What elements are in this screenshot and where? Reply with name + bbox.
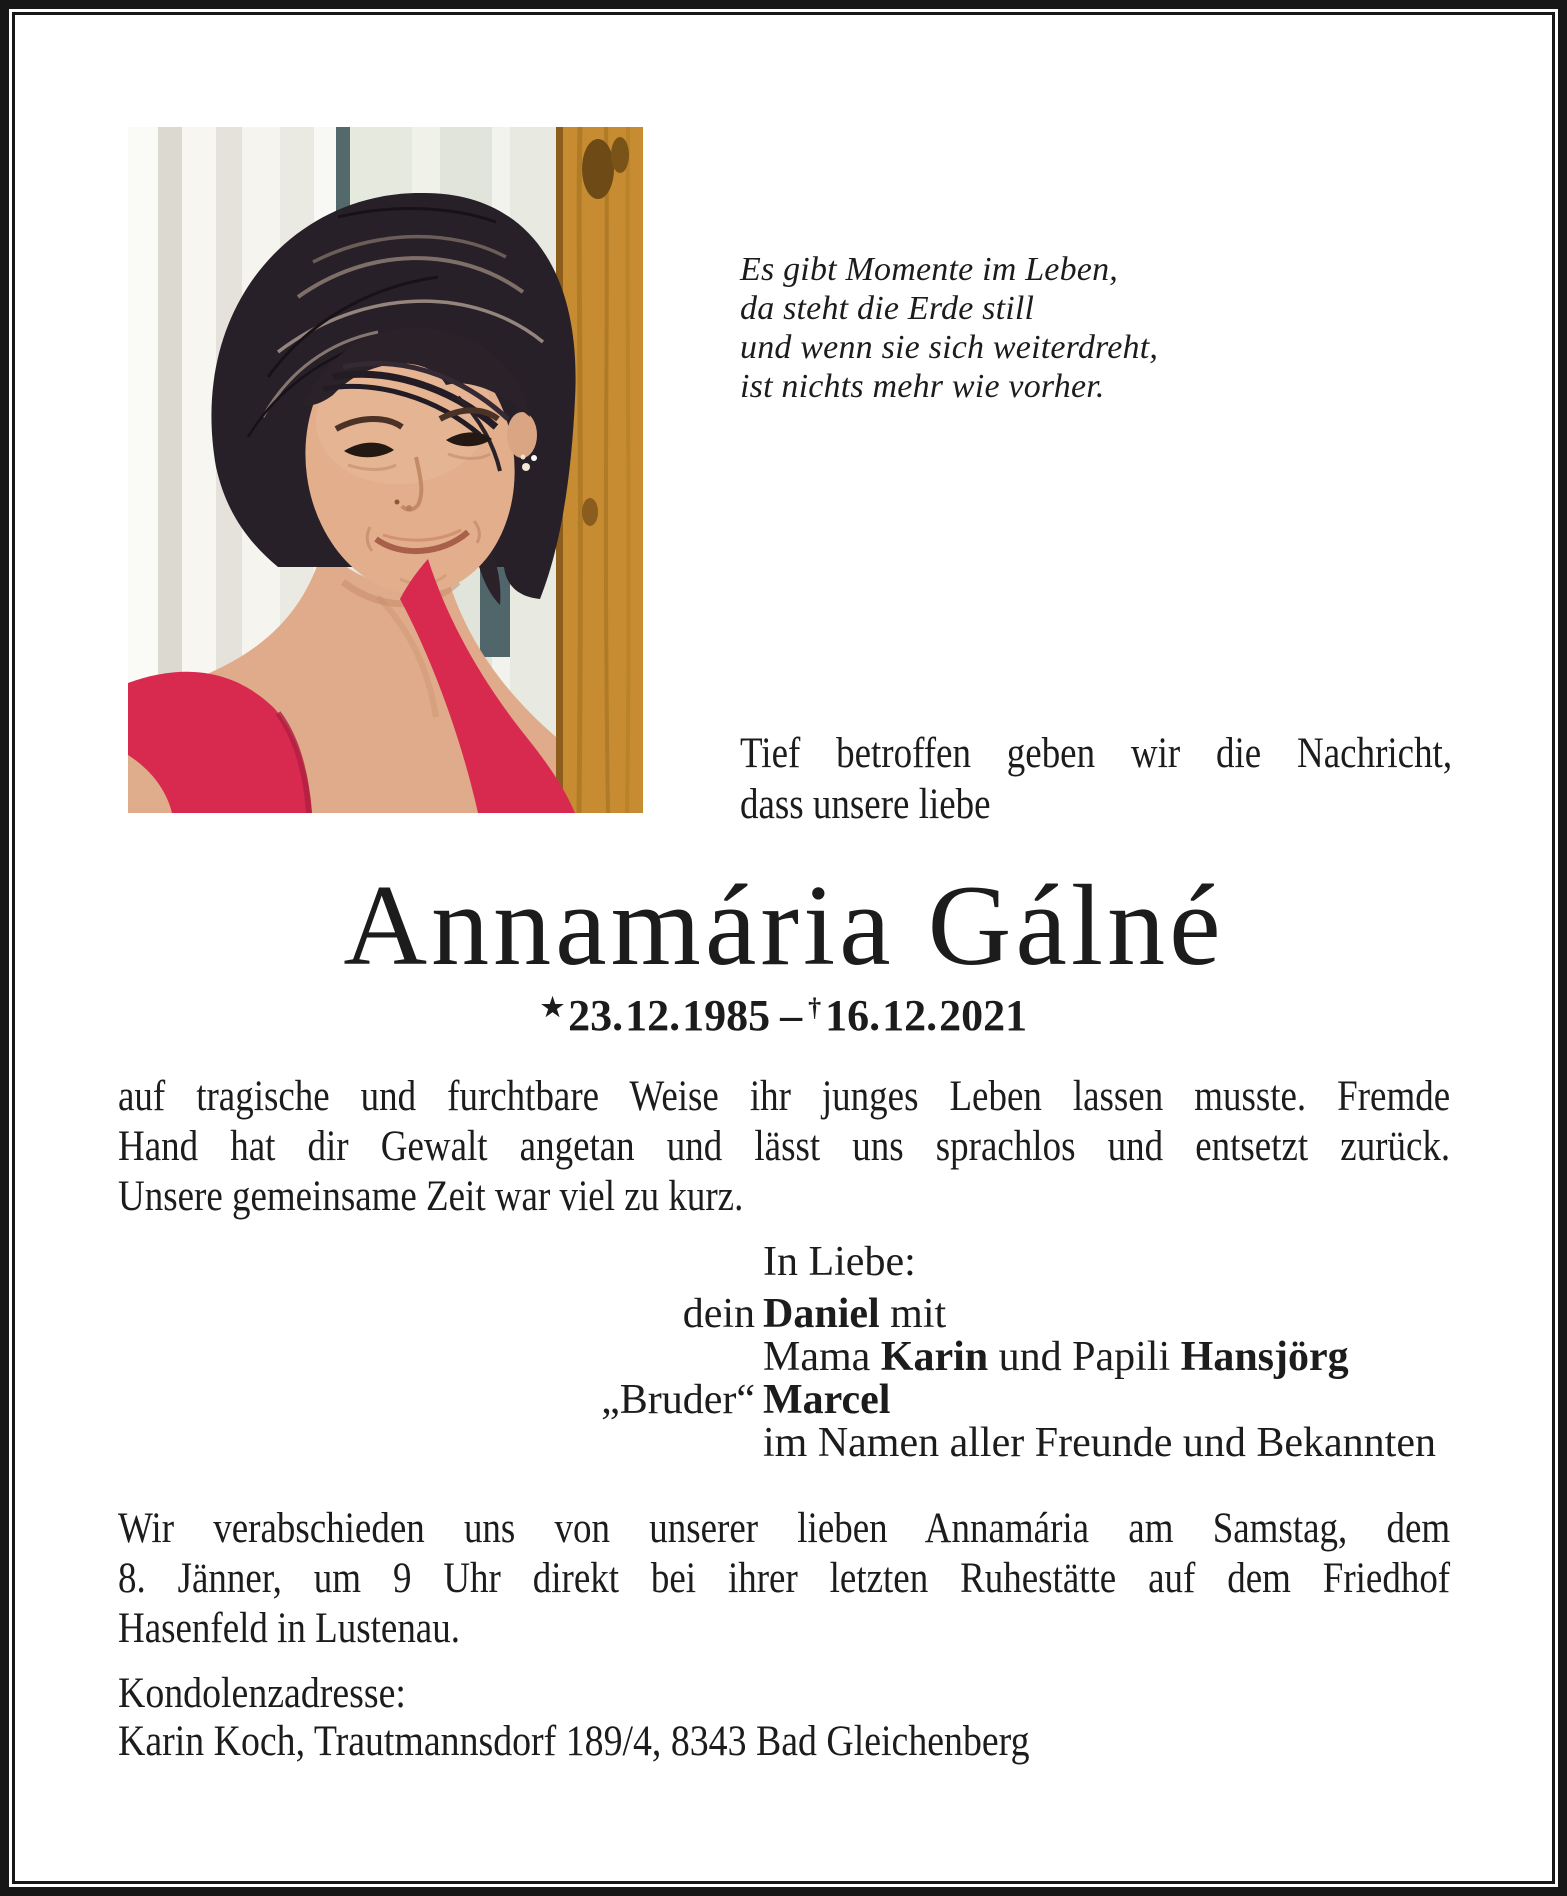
life-dates (118, 991, 1450, 1047)
family-row-names (755, 1293, 946, 1336)
family-name: Karin (880, 1334, 989, 1380)
poem-line: und wenn sie sich weiterdreht, (740, 329, 1159, 366)
poem-line: da steht die Erde still (740, 290, 1035, 327)
tribute-paragraph (118, 1072, 1450, 1222)
family-row-names (755, 1422, 1436, 1465)
family-row (118, 1336, 1518, 1379)
family-name: Marcel (763, 1377, 891, 1423)
funeral-paragraph (118, 1504, 1450, 1654)
ear (507, 412, 537, 458)
family-text: mit (879, 1291, 947, 1337)
portrait-photo (128, 127, 643, 813)
tribute-line: Hand hat dir Gewalt angetan und lässt uns sprachlos und entsetzt zurück. (118, 1123, 1451, 1170)
closing-section (118, 1240, 1518, 1465)
announcement-line: dass unsere liebe (740, 781, 991, 828)
family-row-lead (118, 1336, 755, 1379)
family-row-lead: dein (682, 1291, 755, 1337)
poem-line: Es gibt Momente im Leben, (740, 251, 1118, 288)
funeral-line: 8. Jänner, um 9 Uhr direkt bei ihrer letzten Ruhestätte auf dem Friedhof (118, 1555, 1451, 1602)
deceased-name: Annamária Gálné (343, 862, 1225, 990)
tribute-line: Unsere gemeinsame Zeit war viel zu kurz. (118, 1173, 744, 1220)
memorial-poem (740, 250, 1158, 406)
death-date: 16. 12. 2021 (825, 991, 1028, 1040)
family-row-lead: „Bruder“ (601, 1377, 755, 1423)
family-row-lead (118, 1422, 755, 1465)
family-row (118, 1293, 1518, 1336)
family-row (118, 1422, 1518, 1465)
funeral-line: Wir verabschieden uns von unserer lieben Annamária am Samstag, dem (118, 1505, 1451, 1552)
tribute-line: auf tragische und furchtbare Weise ihr junges Leben lassen musste. Fremde (118, 1073, 1451, 1120)
family-text: und Papili (988, 1334, 1181, 1380)
condolence-label: Kondolenzadresse: (118, 1670, 406, 1717)
birth-star-icon: ★ (540, 993, 565, 1022)
death-cross-icon: † (808, 993, 822, 1022)
dates-separator: – (780, 991, 803, 1040)
family-name: Daniel (763, 1291, 880, 1337)
family-text: Mama (763, 1334, 881, 1380)
announcement-line: Tief betroffen geben wir die Nachricht, (740, 730, 1453, 777)
condolence-section (118, 1670, 1030, 1766)
condolence-address: Karin Koch, Trautmannsdorf 189/4, 8343 Bad Gleichenberg (118, 1718, 1030, 1765)
family-text: im Namen aller Freunde und Bekannten (763, 1420, 1436, 1466)
funeral-line: Hasenfeld in Lustenau. (118, 1605, 460, 1652)
portrait-illustration (128, 127, 643, 813)
birth-date: 23. 12. 1985 (568, 991, 771, 1040)
closing-heading: In Liebe: (763, 1239, 916, 1285)
family-row (118, 1379, 1518, 1422)
poem-line: ist nichts mehr wie vorher. (740, 368, 1105, 405)
family-row-names (755, 1336, 1349, 1379)
family-name: Hansjörg (1180, 1334, 1349, 1380)
family-row-names (755, 1379, 890, 1422)
death-announcement (740, 728, 1452, 830)
